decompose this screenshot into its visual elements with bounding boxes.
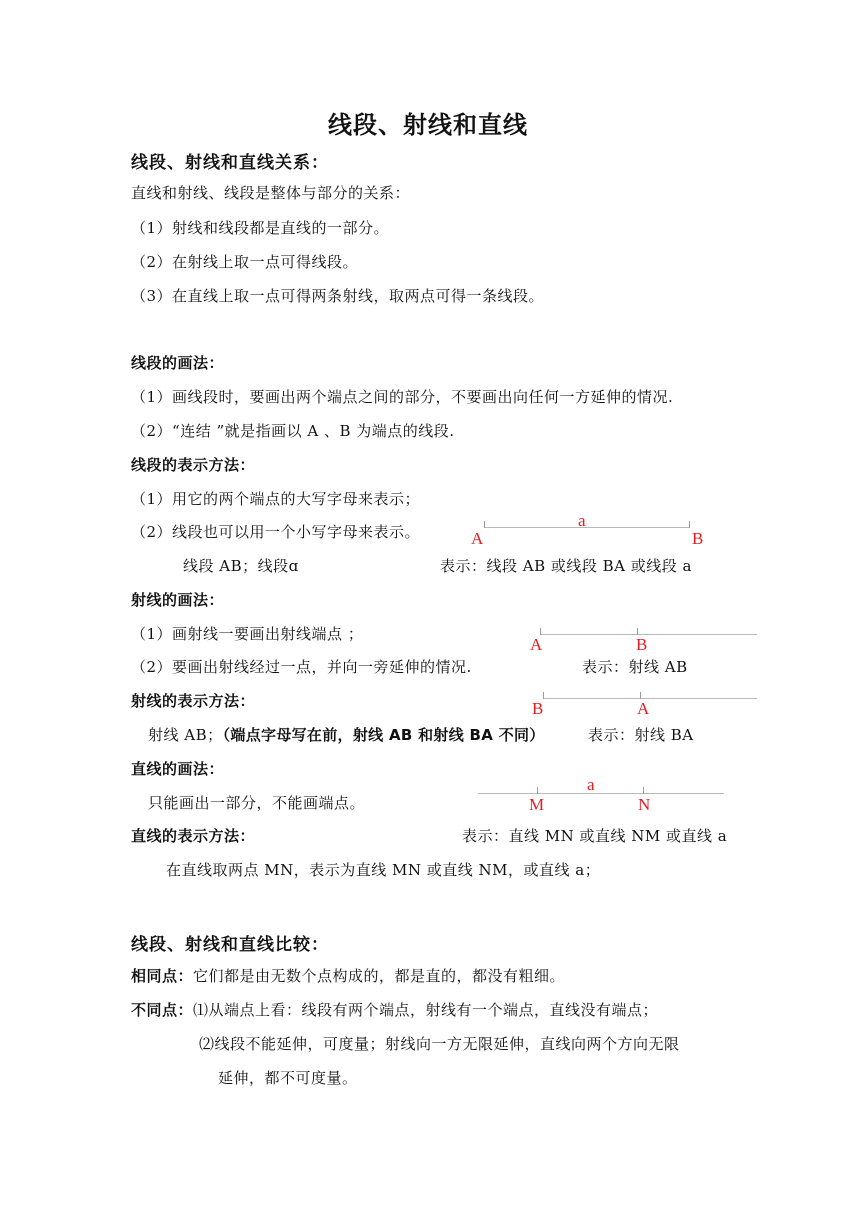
ray-ab-point xyxy=(637,628,638,635)
segment-repr-item-2: （2）线段也可以用一个小写字母来表示。 xyxy=(131,523,421,541)
page-title: 线段、射线和直线 xyxy=(328,111,528,139)
segment-example: 线段 AB；线段ɑ xyxy=(183,557,299,575)
compare-same-text: 它们都是由无数个点构成的，都是直的，都没有粗细。 xyxy=(193,967,566,985)
compare-diff-1: ⑴从端点上看：线段有两个端点，射线有一个端点，直线没有端点； xyxy=(193,1001,659,1019)
line-repr-heading: 直线的表示方法： xyxy=(131,827,256,845)
ray-ab-caption: 表示：射线 AB xyxy=(582,658,688,676)
segment-repr-heading: 线段的表示方法： xyxy=(131,456,256,474)
ray-draw-item-2: （2）要画出射线经过一点，并向一旁延伸的情况. xyxy=(131,658,472,676)
ray-ab-endpoint xyxy=(540,628,541,635)
ray-ba-endpoint xyxy=(543,692,544,699)
ray-repr-example-prefix: 射线 AB； xyxy=(148,726,223,744)
ray-ba-point xyxy=(640,692,641,699)
segment-draw-item-1: （1）画线段时，要画出两个端点之间的部分，不要画出向任何一方延伸的情况. xyxy=(131,388,674,406)
segment-draw-item-2: （2）“连结 ”就是指画以 A 、B 为端点的线段. xyxy=(131,422,455,440)
line-label-m: M xyxy=(529,795,545,814)
segment-draw-heading: 线段的画法： xyxy=(131,354,225,372)
compare-same xyxy=(131,966,565,986)
compare-diff-2a: ⑵线段不能延伸，可度量；射线向一方无限延伸，直线向两个方向无限 xyxy=(199,1035,680,1053)
compare-diff xyxy=(131,1000,658,1020)
ray-repr-example xyxy=(148,725,545,745)
relation-intro: 直线和射线、线段是整体与部分的关系： xyxy=(131,184,411,202)
segment-label-lower: a xyxy=(578,511,586,530)
ray-draw-item-1: （1）画射线一要画出射线端点 ； xyxy=(131,625,364,643)
segment-caption: 表示：线段 AB 或线段 BA 或线段 a xyxy=(440,557,692,575)
relation-item-2: （2）在射线上取一点可得线段。 xyxy=(131,253,359,271)
relation-item-1: （1）射线和线段都是直线的一部分。 xyxy=(131,219,390,237)
line-line xyxy=(478,793,724,794)
ray-ba-label-b: B xyxy=(532,699,544,718)
ray-draw-heading: 射线的画法： xyxy=(131,591,225,609)
segment-label-a: A xyxy=(471,529,484,548)
line-point-n xyxy=(643,787,644,794)
ray-repr-heading: 射线的表示方法： xyxy=(131,692,256,710)
segment-repr-item-1: （1）用它的两个端点的大写字母来表示； xyxy=(131,490,421,508)
compare-heading: 线段、射线和直线比较： xyxy=(131,935,329,955)
line-label-lower: a xyxy=(587,775,595,794)
segment-endpoint-b xyxy=(689,521,690,528)
relation-item-3: （3）在直线上取一点可得两条射线，取两点可得一条线段。 xyxy=(131,287,545,305)
ray-ab-label-b: B xyxy=(636,635,648,654)
segment-line xyxy=(484,527,689,528)
compare-diff-label: 不同点： xyxy=(131,1001,194,1019)
line-label-n: N xyxy=(638,795,651,814)
ray-ba-line xyxy=(543,698,757,699)
compare-diff-2b: 延伸，都不可度量。 xyxy=(218,1069,358,1087)
segment-endpoint-a xyxy=(484,521,485,528)
ray-ba-caption: 表示：射线 BA xyxy=(588,726,694,744)
line-draw-heading: 直线的画法： xyxy=(131,760,225,778)
segment-label-b: B xyxy=(692,529,704,548)
relation-heading: 线段、射线和直线关系： xyxy=(131,153,329,173)
compare-same-label: 相同点： xyxy=(131,967,194,985)
ray-repr-example-note: （端点字母写在前，射线 AB 和射线 BA 不同） xyxy=(222,726,545,744)
line-repr-text: 在直线取两点 MN，表示为直线 MN 或直线 NM，或直线 a； xyxy=(166,861,601,879)
line-caption: 表示：直线 MN 或直线 NM 或直线 a xyxy=(462,827,728,845)
ray-ba-label-a: A xyxy=(637,699,650,718)
ray-ab-line xyxy=(540,634,757,635)
ray-ab-label-a: A xyxy=(530,635,543,654)
line-point-m xyxy=(537,787,538,794)
line-draw-text: 只能画出一部分，不能画端点。 xyxy=(148,794,366,812)
